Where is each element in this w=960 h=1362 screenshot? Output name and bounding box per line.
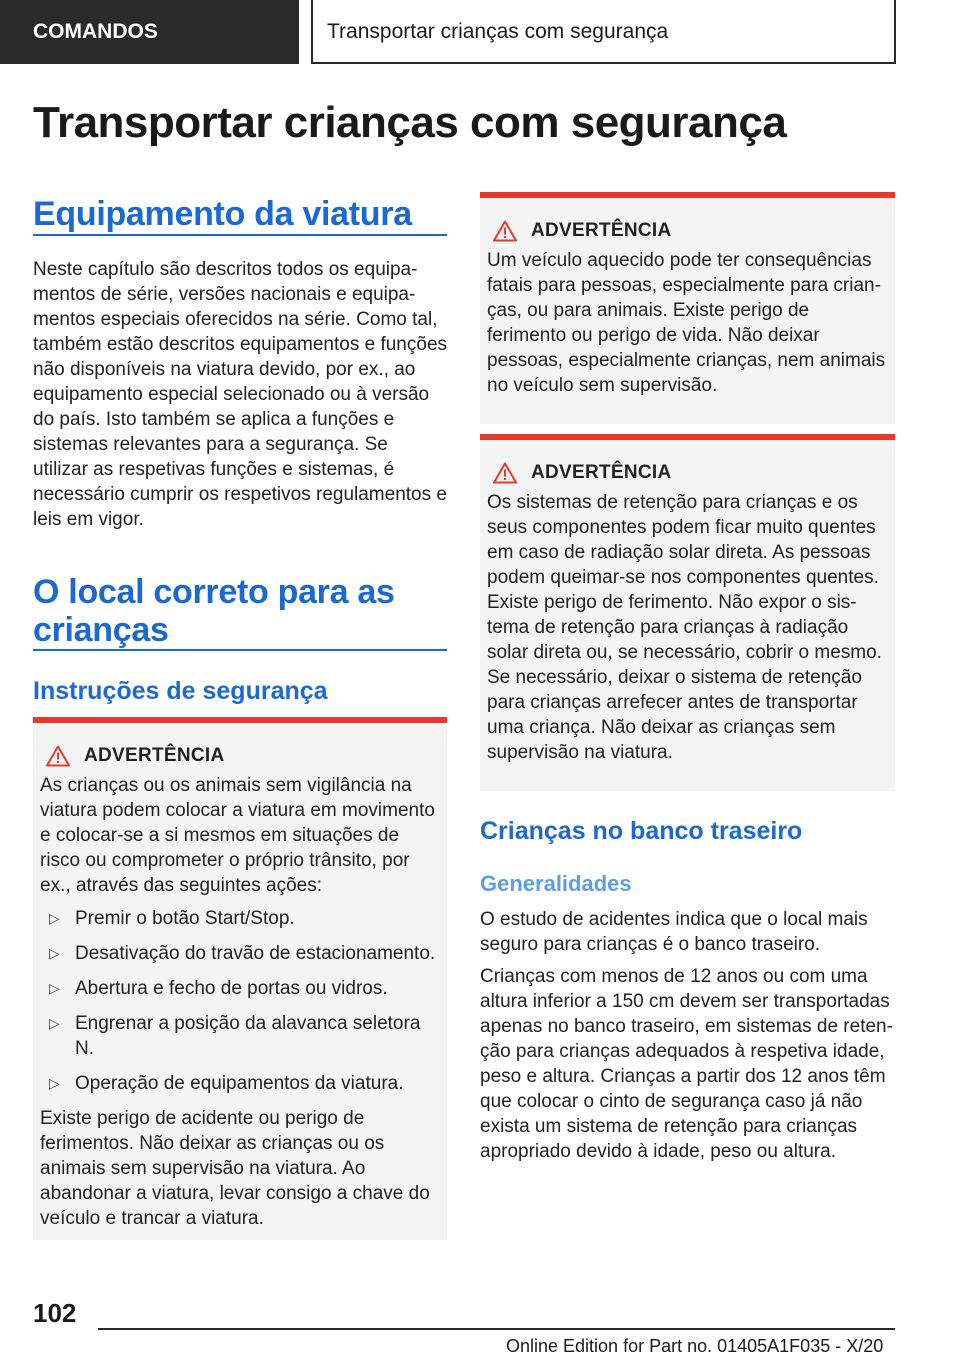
section-tab: COMANDOS — [0, 0, 299, 64]
warning-list — [40, 906, 439, 1096]
heading-location: O local correto para as crianças — [33, 573, 395, 649]
list-item — [40, 1011, 439, 1061]
bullet-triangle-icon: ▷ — [49, 1075, 60, 1091]
page-header — [0, 0, 960, 66]
heading-safety: Instruções de segurança — [33, 677, 328, 705]
warning-header — [487, 220, 887, 242]
bullet-triangle-icon: ▷ — [49, 980, 60, 996]
warning-header — [487, 462, 887, 484]
list-item — [40, 906, 439, 931]
warning-title: ADVERTÊNCIA — [84, 745, 225, 766]
list-item — [40, 1071, 439, 1096]
list-item-text: Premir o botão Start/Stop. — [75, 908, 295, 929]
warning-triangle-icon — [493, 462, 517, 484]
warning-box — [480, 192, 895, 424]
warning-triangle-icon — [46, 745, 70, 767]
warning-intro: As crianças ou os animais sem vigilância na viatura podem colocar a viatura em movimento e colocar-se a si mesmos em situações de risco ou comprometer o próprio trânsito, por ex., através das seguintes ações: — [40, 775, 435, 896]
warning-title: ADVERTÊNCIA — [531, 462, 672, 483]
list-item — [40, 976, 439, 1001]
warning-title: ADVERTÊNCIA — [531, 220, 672, 241]
list-item-text: Desativação do travão de estacionamento. — [75, 943, 436, 964]
warning-text: Os sistemas de retenção para crianças e os seus componentes podem ficar muito quentes em caso de radiação solar direta. As pessoas podem queimar-se nos componentes quentes. Existe perigo de ferimento. Não expor o sistema de retenção para crianças à radiação solar direta ou, se necessário, cobrir o mesmo. Se necessário, deixar o sistema de retenção para crianças arrefecer antes de transportar uma criança. Não deixar as crianças sem supervisão na viatura. — [487, 492, 882, 763]
warning-box — [33, 717, 447, 1240]
list-item-text: Engrenar a posição da alavanca seletora N. — [75, 1013, 421, 1059]
general-paragraph-2: Crianças com menos de 12 anos ou com uma altura inferior a 150 cm devem ser transportadas apenas no banco traseiro, em sistemas de retenção para crianças adequados à respetiva idade, peso e altura. Crianças a partir dos 12 anos têm que colocar o cinto de segurança caso já não exista um sistema de retenção para crianças apropriado devido à idade, peso ou altura. — [480, 966, 893, 1162]
footer-rule — [98, 1328, 895, 1330]
list-item — [40, 941, 439, 966]
warning-text: Um veículo aquecido pode ter consequências fatais para pessoas, especialmente para crianças, ou para animais. Existe perigo de ferimento ou perigo de vida. Não deixar pessoas, especialmente crianças, nem animais no veículo sem supervisão. — [487, 250, 886, 396]
general-paragraph-1: O estudo de acidentes indica que o local mais seguro para crianças é o banco traseiro. — [480, 909, 868, 955]
heading-rule — [33, 234, 447, 236]
heading-rule — [33, 649, 447, 651]
chapter-title: Transportar crianças com segurança — [311, 0, 896, 64]
bullet-triangle-icon: ▷ — [49, 910, 60, 926]
bullet-triangle-icon: ▷ — [49, 1015, 60, 1031]
warning-triangle-icon — [493, 220, 517, 242]
warning-outro: Existe perigo de acidente ou perigo de ferimentos. Não deixar as crianças ou os animais sem supervisão na viatura. Ao abandonar a viatura, levar consigo a chave do veículo e trancar a viatura. — [40, 1108, 430, 1229]
list-item-text: Operação de equipamentos da viatura. — [75, 1073, 404, 1094]
bullet-triangle-icon: ▷ — [49, 945, 60, 961]
heading-equipment: Equipamento da viatura — [33, 195, 412, 233]
heading-rear-seat: Crianças no banco traseiro — [480, 817, 803, 845]
equipment-paragraph: Neste capítulo são descritos todos os equipamentos de série, versões nacionais e equipamentos especiais oferecidos na série. Como tal, também estão descritos equipamentos e funções não disponíveis na viatura devido, por ex., ao equipamento especial selecionado ou à versão do país. Isto também se aplica a funções e sistemas relevantes para a segurança. Se utilizar as respetivas funções e sistemas, é necessário cumprir os respetivos regulamentos e leis em vigor. — [33, 259, 448, 530]
page-title: Transportar crianças com segurança — [33, 98, 787, 147]
page-number: 102 — [33, 1298, 77, 1328]
warning-header — [40, 745, 439, 767]
footer-edition: Online Edition for Part no. 01405A1F035 - X/20 — [506, 1336, 884, 1356]
heading-general: Generalidades — [480, 871, 632, 896]
warning-box — [480, 434, 895, 791]
list-item-text: Abertura e fecho de portas ou vidros. — [75, 978, 388, 999]
